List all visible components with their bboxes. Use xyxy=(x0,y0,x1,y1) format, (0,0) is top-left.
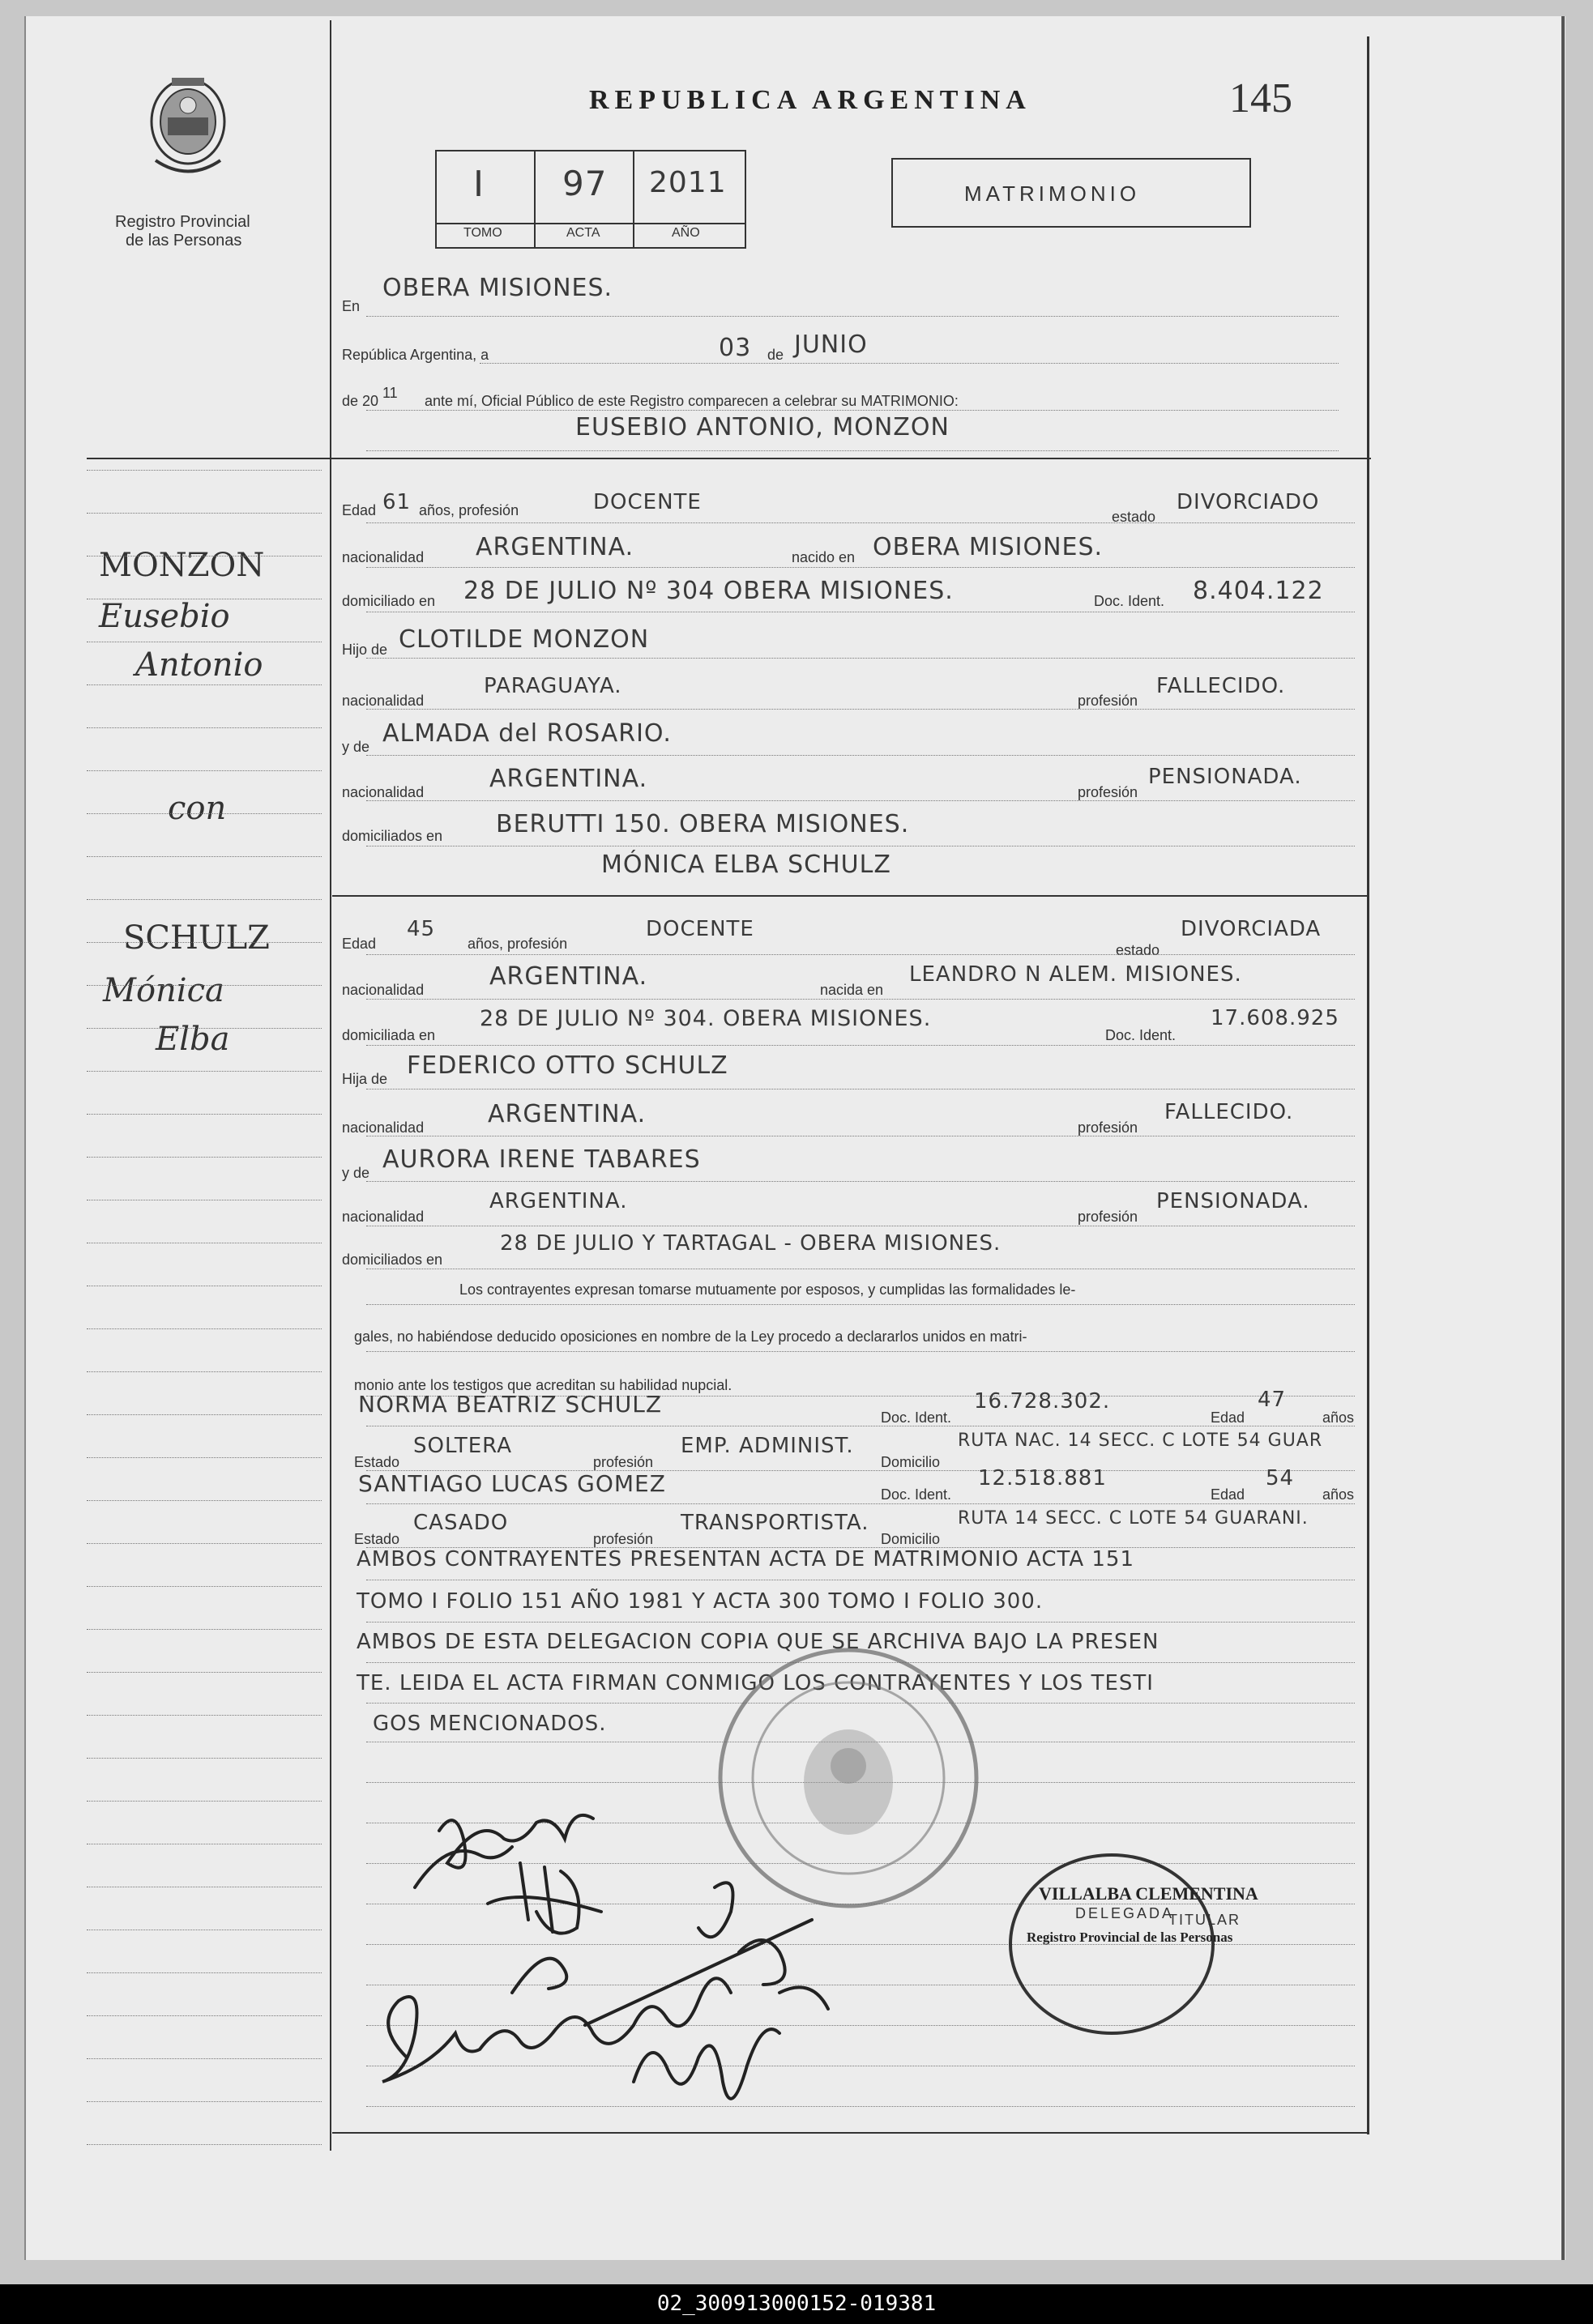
groom-nacionalidad: ARGENTINA. xyxy=(476,533,634,561)
margin-groom-name2: Antonio xyxy=(135,646,263,684)
bride-full-name: MÓNICA ELBA SCHULZ xyxy=(601,851,891,879)
witness2-doc-label: Doc. Ident. xyxy=(881,1486,952,1503)
bride-edad-label: Edad xyxy=(342,936,377,952)
margin-rule-line xyxy=(87,2144,322,2145)
ceremony-month: JUNIO xyxy=(794,330,868,359)
bride-madre: AURORA IRENE TABARES xyxy=(382,1145,701,1174)
witness1-estado: SOLTERA xyxy=(413,1434,512,1458)
witness2-doc: 12.518.881 xyxy=(978,1466,1107,1490)
margin-rule-line xyxy=(87,1715,322,1716)
official-oval-stamp xyxy=(990,1831,1282,2057)
en-label: En xyxy=(342,298,361,314)
groom-madre-nac-label: nacionalidad xyxy=(342,784,425,800)
margin-rule-line xyxy=(87,1629,322,1630)
margin-rule-line xyxy=(87,856,322,857)
margin-rule-line xyxy=(87,942,322,943)
witness2-name: SANTIAGO LUCAS GOMEZ xyxy=(358,1470,666,1497)
registry-name-line1: Registro Provincial xyxy=(115,213,250,231)
ceremony-day: 03 xyxy=(719,334,752,362)
acta-value: 97 xyxy=(562,164,608,203)
witness1-edad-label: Edad xyxy=(1211,1409,1245,1426)
bride-profesion: DOCENTE xyxy=(646,917,754,941)
bride-nacida-label: nacida en xyxy=(820,982,884,998)
signatures xyxy=(358,1790,1006,2147)
margin-con: con xyxy=(168,790,227,827)
bride-doc-label: Doc. Ident. xyxy=(1105,1027,1177,1043)
groom-nacido-label: nacido en xyxy=(792,549,856,565)
margin-rule xyxy=(330,20,331,2151)
official-stamp-title: DELEGADA xyxy=(1075,1905,1175,1921)
bride-domicilio-label: domiciliada en xyxy=(342,1027,436,1043)
groom-padre-prof-label: profesión xyxy=(1078,693,1138,709)
margin-rule-line xyxy=(87,1457,322,1458)
margin-rule-line xyxy=(87,2101,322,2102)
margin-rule-line xyxy=(87,513,322,514)
ceremony-line2: gales, no habiéndose deducido oposiciones en nombre de la Ley procedo a declararlos unidos en matri- xyxy=(354,1328,1027,1345)
margin-rule-line xyxy=(87,684,322,685)
year-suffix: 11 xyxy=(382,385,398,401)
witness1-profesion: EMP. ADMINIST. xyxy=(681,1434,854,1458)
bride-madre-prof-label: profesión xyxy=(1078,1209,1138,1225)
note-line2: TOMO I FOLIO 151 AÑO 1981 Y ACTA 300 TOMO I FOLIO 300. xyxy=(357,1589,1044,1614)
margin-ruled-lines xyxy=(87,16,330,2260)
groom-estado: DIVORCIADO xyxy=(1177,490,1320,514)
bride-padre-nac: ARGENTINA. xyxy=(488,1100,647,1128)
groom-padre-nac-label: nacionalidad xyxy=(342,693,425,709)
bride-nacionalidad-label: nacionalidad xyxy=(342,982,425,998)
groom-domicilio-label: domiciliado en xyxy=(342,593,436,609)
bride-madre-prof: PENSIONADA. xyxy=(1156,1189,1310,1213)
witness1-name: NORMA BEATRIZ SCHULZ xyxy=(358,1391,663,1418)
bride-padre-prof: FALLECIDO. xyxy=(1164,1100,1294,1124)
margin-rule-line xyxy=(87,985,322,986)
bride-madre-nac-label: nacionalidad xyxy=(342,1209,425,1225)
bride-padre-prof-label: profesión xyxy=(1078,1119,1138,1136)
witness1-doc-label: Doc. Ident. xyxy=(881,1409,952,1426)
witness2-profesion-label: profesión xyxy=(593,1531,654,1547)
groom-y-de-label: y de xyxy=(342,739,370,755)
groom-nacionalidad-label: nacionalidad xyxy=(342,549,425,565)
witness1-edad: 47 xyxy=(1258,1388,1287,1412)
groom-edad: 61 xyxy=(382,490,412,514)
groom-padre-prof: FALLECIDO. xyxy=(1156,674,1286,698)
witness2-domicilio: RUTA 14 SECC. C LOTE 54 GUARANI. xyxy=(958,1508,1309,1529)
bride-domicilio: 28 DE JULIO Nº 304. OBERA MISIONES. xyxy=(480,1006,932,1031)
groom-madre: ALMADA del ROSARIO. xyxy=(382,719,672,748)
bride-domiciliados: 28 DE JULIO Y TARTAGAL - OBERA MISIONES. xyxy=(500,1231,1001,1256)
official-stamp-office: Registro Provincial de las Personas xyxy=(1027,1930,1233,1945)
groom-domiciliados: BERUTTI 150. OBERA MISIONES. xyxy=(496,810,910,838)
bride-edad: 45 xyxy=(407,917,436,941)
witness1-profesion-label: profesión xyxy=(593,1454,654,1470)
record-number-box xyxy=(435,150,746,249)
groom-madre-nac: ARGENTINA. xyxy=(489,765,648,793)
witness2-anos-label: años xyxy=(1322,1486,1355,1503)
ano-label: AÑO xyxy=(672,226,700,240)
witness1-anos-label: años xyxy=(1322,1409,1355,1426)
bride-madre-nac: ARGENTINA. xyxy=(489,1189,628,1213)
ceremony-line1: Los contrayentes expresan tomarse mutuamente por esposos, y cumplidas las formalidades le- xyxy=(459,1281,1076,1298)
note-line3: AMBOS DE ESTA DELEGACION COPIA QUE SE ARCHIVA BAJO LA PRESEN xyxy=(357,1630,1160,1654)
margin-rule-line xyxy=(87,1672,322,1673)
groom-doc: 8.404.122 xyxy=(1193,577,1324,605)
margin-bride-surname: SCHULZ xyxy=(123,919,270,957)
groom-madre-prof: PENSIONADA. xyxy=(1148,765,1302,789)
registry-name-line2: de las Personas xyxy=(126,232,242,249)
official-stamp-name: VILLALBA CLEMENTINA xyxy=(1039,1883,1258,1904)
margin-rule-line xyxy=(87,1414,322,1415)
bride-doc: 17.608.925 xyxy=(1211,1006,1339,1030)
margin-rule-line xyxy=(87,899,322,900)
margin-rule-line xyxy=(87,727,322,728)
witness2-estado-label: Estado xyxy=(354,1531,400,1547)
groom-full-name: EUSEBIO ANTONIO, MONZON xyxy=(575,413,950,441)
witness2-estado: CASADO xyxy=(413,1511,509,1535)
margin-rule-line xyxy=(87,2058,322,2059)
bride-nacida-en: LEANDRO N ALEM. MISIONES. xyxy=(909,962,1242,987)
bride-y-de-label: y de xyxy=(342,1165,370,1181)
certificate-sheet xyxy=(24,16,1565,2260)
margin-rule-line xyxy=(87,770,322,771)
groom-padre: CLOTILDE MONZON xyxy=(399,625,650,654)
bride-hija-label: Hija de xyxy=(342,1071,388,1087)
witness2-edad: 54 xyxy=(1266,1466,1295,1490)
note-line5: GOS MENCIONADOS. xyxy=(373,1712,607,1736)
acta-label: ACTA xyxy=(566,226,600,240)
margin-rule-line xyxy=(87,2015,322,2016)
groom-edad-label: Edad xyxy=(342,502,377,518)
note-line1: AMBOS CONTRAYENTES PRESENTAN ACTA DE MATRIMONIO ACTA 151 xyxy=(357,1547,1135,1571)
groom-madre-prof-label: profesión xyxy=(1078,784,1138,800)
margin-rule-line xyxy=(87,1071,322,1072)
ano-value: 2011 xyxy=(649,166,727,199)
republica-label: República Argentina, a xyxy=(342,347,489,363)
margin-rule-line xyxy=(87,1543,322,1544)
oficial-text: ante mí, Oficial Público de este Registro comparecen a celebrar su MATRIMONIO: xyxy=(425,393,959,409)
margin-rule-line xyxy=(87,1500,322,1501)
margin-rule-line xyxy=(87,470,322,471)
groom-domiciliados-label: domiciliados en xyxy=(342,828,443,844)
folio-number: 145 xyxy=(1229,75,1292,122)
margin-rule-line xyxy=(87,1371,322,1372)
margin-rule-line xyxy=(87,813,322,814)
ceremony-place: OBERA MISIONES. xyxy=(382,274,613,302)
witness1-doc: 16.728.302. xyxy=(974,1389,1111,1414)
groom-hijo-label: Hijo de xyxy=(342,642,388,658)
margin-rule-line xyxy=(87,1972,322,1973)
official-stamp-rank: TITULAR xyxy=(1168,1912,1241,1928)
country-title: REPUBLICA ARGENTINA xyxy=(589,85,1031,115)
year-prefix: de 20 xyxy=(342,393,379,409)
note-line4: TE. LEIDA EL ACTA FIRMAN CONMIGO LOS CONTRAYENTES Y LOS TESTI xyxy=(357,1671,1154,1695)
groom-padre-nac: PARAGUAYA. xyxy=(484,674,622,698)
record-type-box xyxy=(891,158,1251,228)
margin-bride-name1: Mónica xyxy=(103,972,224,1009)
record-type: MATRIMONIO xyxy=(964,181,1141,206)
tomo-value: I xyxy=(473,164,485,205)
margin-rule-line xyxy=(87,1328,322,1329)
witness2-profesion: TRANSPORTISTA. xyxy=(681,1511,869,1535)
margin-rule-line xyxy=(87,1157,322,1158)
witness2-edad-label: Edad xyxy=(1211,1486,1245,1503)
witness1-domicilio-label: Domicilio xyxy=(881,1454,941,1470)
bride-padre-nac-label: nacionalidad xyxy=(342,1119,425,1136)
bride-nacionalidad: ARGENTINA. xyxy=(489,962,648,991)
right-edge-rule xyxy=(1561,16,1565,2260)
witness2-domicilio-label: Domicilio xyxy=(881,1531,941,1547)
groom-profesion: DOCENTE xyxy=(593,490,702,514)
right-frame-rule xyxy=(1367,36,1369,2134)
groom-anos-profesion-label: años, profesión xyxy=(419,502,519,518)
bride-padre: FEDERICO OTTO SCHULZ xyxy=(407,1051,728,1080)
groom-estado-label: estado xyxy=(1112,509,1156,525)
margin-rule-line xyxy=(87,1758,322,1759)
bride-estado: DIVORCIADA xyxy=(1181,917,1322,941)
ceremony-line3: monio ante los testigos que acreditan su habilidad nupcial. xyxy=(354,1377,732,1393)
tomo-label: TOMO xyxy=(463,226,502,240)
margin-bride-name2: Elba xyxy=(156,1021,230,1058)
witness1-domicilio: RUTA NAC. 14 SECC. C LOTE 54 GUAR xyxy=(958,1431,1323,1451)
groom-doc-label: Doc. Ident. xyxy=(1094,593,1165,609)
de-label: de xyxy=(767,347,784,363)
groom-bride-separator xyxy=(332,895,1369,897)
margin-rule-line xyxy=(87,1028,322,1029)
bride-domiciliados-label: domiciliados en xyxy=(342,1252,443,1268)
groom-nacido-en: OBERA MISIONES. xyxy=(873,533,1104,561)
witness1-estado-label: Estado xyxy=(354,1454,400,1470)
bride-anos-profesion-label: años, profesión xyxy=(468,936,568,952)
margin-rule-line xyxy=(87,1586,322,1587)
margin-groom-surname: MONZON xyxy=(99,547,265,584)
image-id-footer: 02_300913000152-019381 xyxy=(0,2284,1593,2324)
margin-rule-line xyxy=(87,1801,322,1802)
bride-estado-label: estado xyxy=(1116,942,1160,958)
groom-domicilio: 28 DE JULIO Nº 304 OBERA MISIONES. xyxy=(463,577,954,605)
margin-groom-name1: Eusebio xyxy=(99,598,230,635)
margin-rule-line xyxy=(87,1114,322,1115)
